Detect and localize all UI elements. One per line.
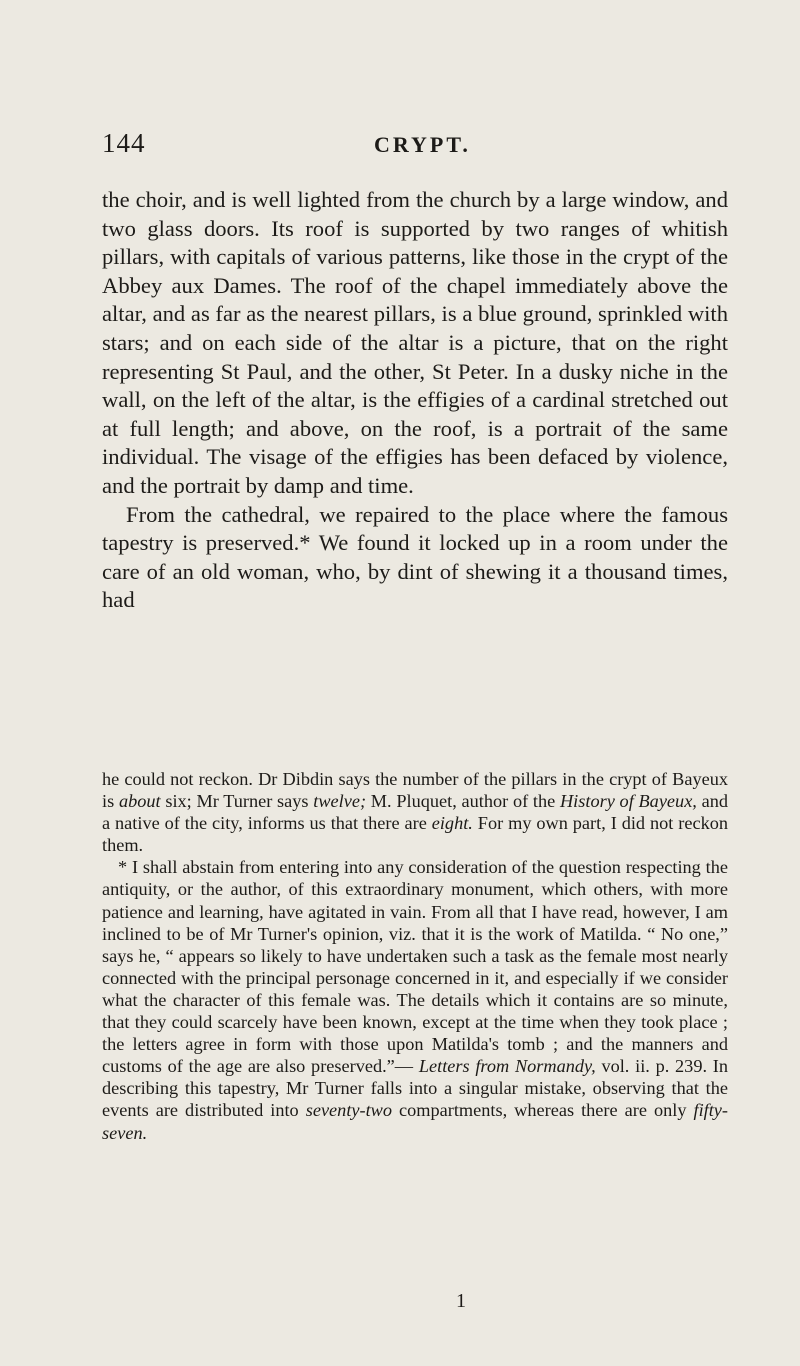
footnote-text: vol. ii. p. 239. In describing this tapestry, Mr Turner falls into a singular mistake, observing that the events are distributed into xyxy=(102,1056,728,1121)
footnote xyxy=(102,856,728,1143)
footnote-italic: History of Bayeux, xyxy=(559,791,697,812)
footnote-text: compartments, whereas there are only xyxy=(392,1100,694,1121)
paragraph: From the cathedral, we repaired to the place where the famous tapestry is preserved.* We found it locked up in a room under the care of an old woman, who, by dint of shewing it a thousand times, had xyxy=(102,501,728,613)
page-number: 144 xyxy=(102,128,146,158)
page-header xyxy=(102,128,722,168)
footnote-text: six; Mr Turner says xyxy=(160,791,314,812)
footnotes xyxy=(102,768,728,1144)
footnote-italic: about xyxy=(118,791,161,812)
footnote-continued xyxy=(102,768,728,856)
footnote-text: For my own part, I did not reckon them. xyxy=(102,813,728,856)
signature-mark: 1 xyxy=(456,1290,466,1312)
footnote-text: M. Pluquet, author of the xyxy=(366,791,560,812)
main-text xyxy=(102,186,728,615)
running-head: CRYPT. xyxy=(374,132,471,157)
footnote-italic: Letters from Normandy, xyxy=(418,1056,596,1077)
paragraph: the choir, and is well lighted from the church by a large window, and two glass doors. Its roof is supported by two ranges of whitish pillars, with capitals of various patterns, like those in the crypt of the Abbey aux Dames. The roof of the chapel immediately above the altar, and as far as the nearest pillars, is a blue ground, sprinkled with stars; and on each side of the altar is a picture, that on the right representing St Paul, and the other, St Peter. In a dusky niche in the wall, on the left of the altar, is the effigies of a cardinal stretched out at full length; and above, on the roof, is a portrait of the same individual. The visage of the effigies has been defaced by violence, and the portrait by damp and time. xyxy=(102,187,728,498)
footnote-italic: twelve; xyxy=(313,791,367,812)
footnote-text: * I shall abstain from entering into any consideration of the question respecting the antiquity, or the author, of this extraordinary monument, which others, with more patience and learning, have agitated in vain. From all that I have read, however, I am inclined to be of Mr Turner's opinion, viz. that it is the work of Matilda. “ No one,” says he, “ appears so likely to have undertaken such a task as the female most nearly connected with the principal personage concerned in it, and especially if we consider what the character of this female was. The details which it contains are so minute, that they could scarcely have been known, except at the time when they took place ; the letters agree in form with those upon Matilda's tomb ; and the manners and customs of the age are also preserved.”— xyxy=(102,857,728,1077)
footnote-italic: fifty-seven. xyxy=(102,1100,729,1143)
footnote-text: he could not reckon. Dr Dibdin says the number of the pillars in the crypt of Bayeux is xyxy=(102,769,728,812)
footnote-text: and a native of the city, informs us that there are xyxy=(102,791,729,834)
footnote-italic: seventy-two xyxy=(305,1100,393,1121)
footnote-italic: eight. xyxy=(431,813,473,834)
